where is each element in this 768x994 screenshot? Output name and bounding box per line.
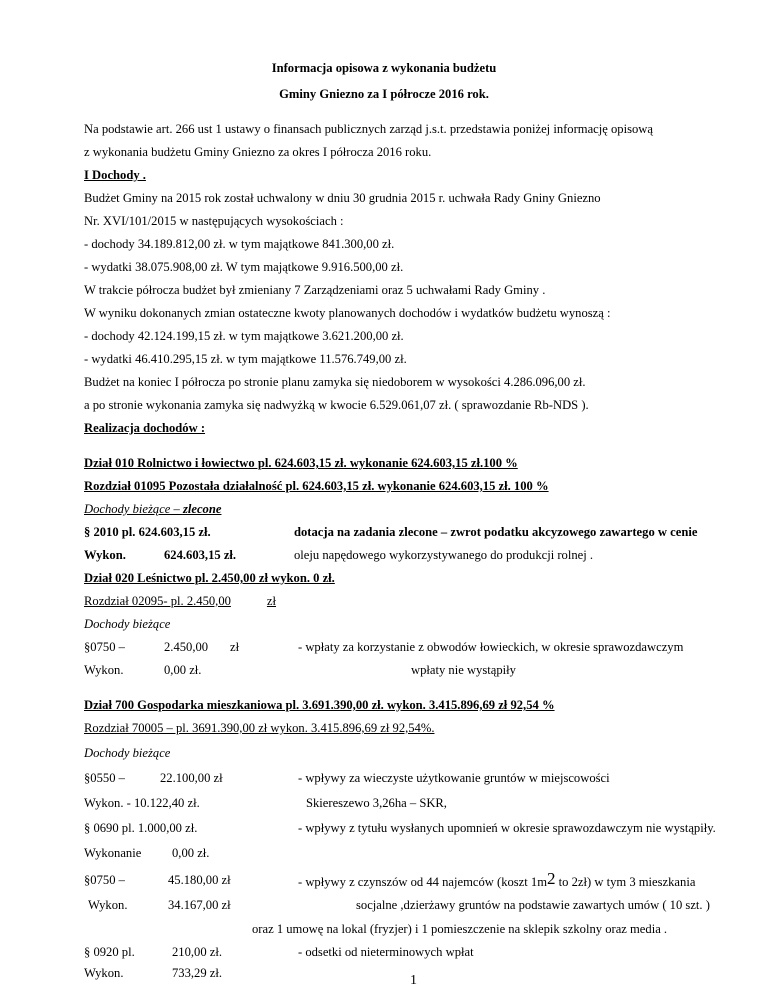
par-0690-plan: § 0690 pl. 1.000,00 zł. <box>84 821 198 835</box>
par-0550-wykon: Wykon. - 10.122,40 zł. <box>84 796 200 810</box>
par-0690-wykon-label: Wykonanie <box>84 846 142 860</box>
par-0550-value: 22.100,00 zł <box>160 771 223 785</box>
par-0920-value: 210,00 zł. <box>172 945 223 959</box>
par-0750-a-unit: zł <box>230 640 240 654</box>
dochody-biezace-zlecone-label: Dochody bieżące – zlecone <box>84 502 222 516</box>
par-0690-description: - wpływy z tytułu wysłanych upomnień w okresie sprawozdawczym nie wystąpiły. <box>298 821 716 835</box>
par-0750-b-description: - wpływy z czynszów od 44 najemców (koszt 1m2 to 2zł) w tym 3 mieszkania <box>298 869 696 889</box>
dochody-line9: Budżet na koniec I półrocza po stronie planu zamyka się niedoborem w wysokości 4.286.096,00 zł. <box>84 375 586 389</box>
par-0920-description: - odsetki od nieterminowych wpłat <box>298 945 474 959</box>
par-2010-description: dotacja na zadania zlecone – zwrot podatku akcyzowego zawartego w cenie <box>294 525 698 539</box>
par-2010-description-cont: oleju napędowego wykorzystywanego do produkcji rolnej . <box>294 548 594 562</box>
dochody-line3: - dochody 34.189.812,00 zł. w tym majątkowe 841.300,00 zł. <box>84 237 395 251</box>
dzial-020-heading: Dział 020 Leśnictwo pl. 2.450,00 zł wykon. 0 zł. <box>84 571 335 585</box>
par-0920-plan: § 0920 pl. <box>84 945 135 959</box>
par-0750-b-wykon-label: Wykon. <box>88 898 128 912</box>
par-0690-wykon-value: 0,00 zł. <box>172 846 210 860</box>
par-0750-a-wykon-label: Wykon. <box>84 663 124 677</box>
par-0750-a-wykon-description: wpłaty nie wystąpiły <box>411 663 516 677</box>
realizacja-heading: Realizacja dochodów : <box>84 421 206 435</box>
document-title-line1: Informacja opisowa z wykonania budżetu <box>271 61 497 75</box>
par-2010-plan: § 2010 pl. 624.603,15 zł. <box>84 525 211 539</box>
dochody-line6: W wyniku dokonanych zmian ostateczne kwoty planowanych dochodów i wydatków budżetu wynoszą : <box>84 306 611 320</box>
section-heading-dochody: I Dochody . <box>84 168 146 182</box>
par-0550-description: - wpływy za wieczyste użytkowanie gruntów w miejscowości <box>298 771 610 785</box>
par-0750-b-value: 45.180,00 zł <box>168 873 231 887</box>
par-0750-b: §0750 – <box>84 873 125 887</box>
par-0750-b-description-cont2: oraz 1 umowę na lokal (fryzjer) i 1 pomieszczenie na sklepik szkolny oraz media . <box>252 922 668 936</box>
dochody-line10: a po stronie wykonania zamyka się nadwyżką w kwocie 6.529.061,07 zł. ( sprawozdanie Rb-NDS ). <box>84 398 589 412</box>
par-0750-a-wykon-value: 0,00 zł. <box>164 663 202 677</box>
intro-line1: Na podstawie art. 266 ust 1 ustawy o finansach publicznych zarząd j.s.t. przedstawia poniżej informację opisową <box>84 122 653 136</box>
par-0920-wykon-label: Wykon. <box>84 966 124 980</box>
dochody-line7: - dochody 42.124.199,15 zł. w tym majątkowe 3.621.200,00 zł. <box>84 329 404 343</box>
par-0750-a: §0750 – <box>84 640 125 654</box>
par-0550: §0550 – <box>84 771 125 785</box>
rozdzial-02095-heading: Rozdział 02095- pl. 2.450,00 zł <box>84 594 277 608</box>
page-number: 1 <box>410 973 417 988</box>
par-0750-a-description: - wpłaty za korzystanie z obwodów łowieckich, w okresie sprawozdawczym <box>298 640 684 654</box>
par-0750-b-description-cont: socjalne ,dzierżawy gruntów na podstawie zawartych umów ( 10 szt. ) <box>356 898 710 912</box>
par-0920-wykon-value: 733,29 zł. <box>172 966 223 980</box>
par-0750-b-wykon-value: 34.167,00 zł <box>168 898 231 912</box>
rozdzial-01095-heading: Rozdział 01095 Pozostała działalność pl. 624.603,15 zł. wykonanie 624.603,15 zł. 100 % <box>84 479 549 493</box>
par-0550-description-cont: Skiereszewo 3,26ha – SKR, <box>306 796 447 810</box>
par-2010-wykon-value: 624.603,15 zł. <box>164 548 237 562</box>
document-title-line2: Gminy Gniezno za I półrocze 2016 rok. <box>279 87 489 101</box>
rozdzial-70005-heading: Rozdział 70005 – pl. 3691.390,00 zł wykon. 3.415.896,69 zł 92,54%. <box>84 721 435 735</box>
dochody-line1: Budżet Gminy na 2015 rok został uchwalony w dniu 30 grudnia 2015 r. uchwała Rady Gniny Gniezno <box>84 191 601 205</box>
intro-line2: z wykonania budżetu Gminy Gniezno za okres I półrocza 2016 roku. <box>84 145 432 159</box>
dochody-line4: - wydatki 38.075.908,00 zł. W tym majątkowe 9.916.500,00 zł. <box>84 260 404 274</box>
dzial-700-dochody-label: Dochody bieżące <box>84 746 171 760</box>
dochody-line5: W trakcie półrocza budżet był zmieniany 7 Zarządzeniami oraz 5 uchwałami Rady Gminy . <box>84 283 546 297</box>
dzial-010-heading: Dział 010 Rolnictwo i łowiectwo pl. 624.603,15 zł. wykonanie 624.603,15 zł.100 % <box>84 456 518 470</box>
dochody-line2: Nr. XVI/101/2015 w następujących wysokościach : <box>84 214 344 228</box>
dochody-line8: - wydatki 46.410.295,15 zł. w tym majątkowe 11.576.749,00 zł. <box>84 352 407 366</box>
par-0750-a-value: 2.450,00 <box>164 640 209 654</box>
dzial-020-dochody-label: Dochody bieżące <box>84 617 171 631</box>
par-2010-wykon-label: Wykon. <box>84 548 126 562</box>
dzial-700-heading: Dział 700 Gospodarka mieszkaniowa pl. 3.691.390,00 zł. wykon. 3.415.896,69 zł 92,54 % <box>84 698 555 712</box>
